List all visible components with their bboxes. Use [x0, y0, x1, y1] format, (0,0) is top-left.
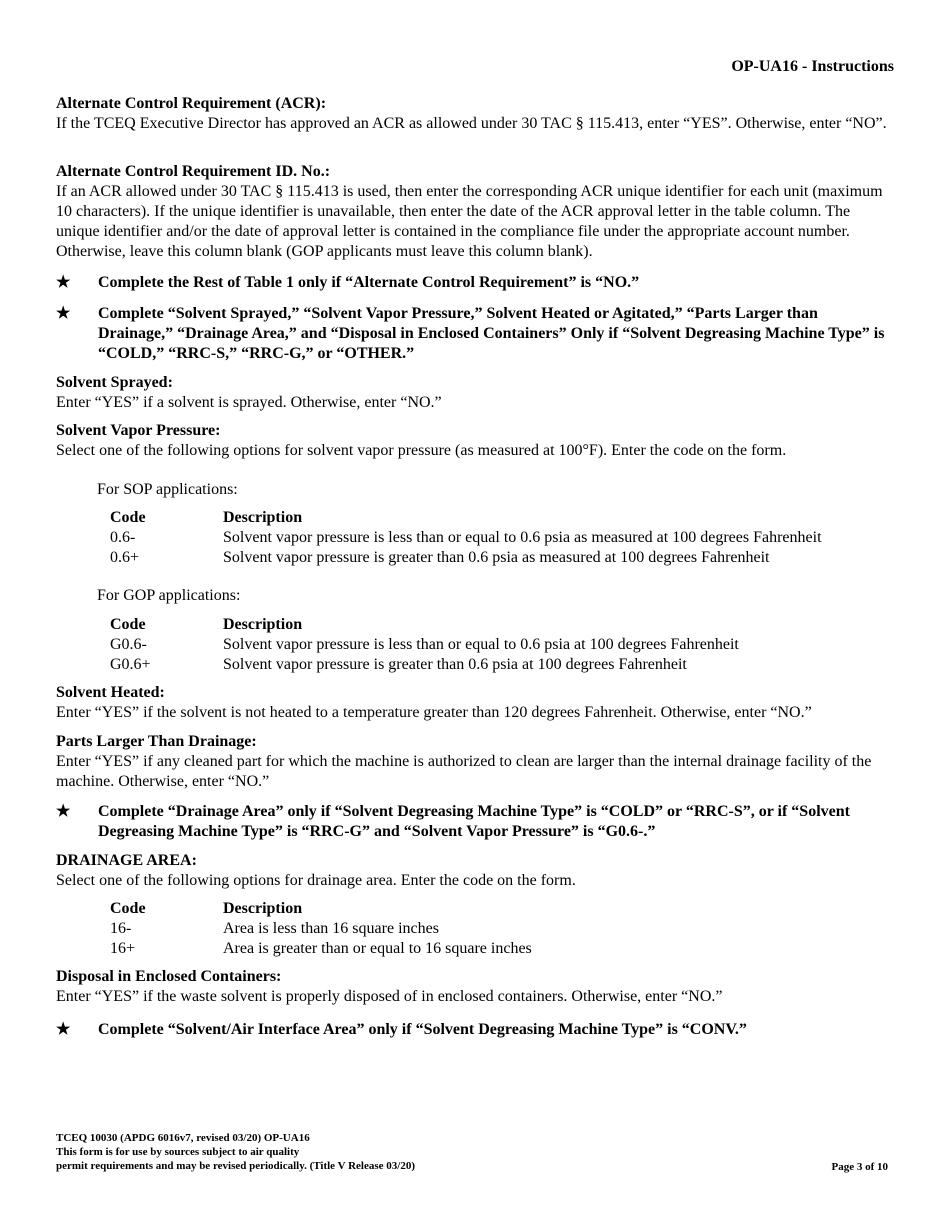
acr-heading: Alternate Control Requirement (ACR):: [56, 95, 327, 112]
table-row: [110, 939, 532, 959]
description-cell: Solvent vapor pressure is less than or equal to 0.6 psia as measured at 100 degrees Fahrenheit: [223, 529, 822, 546]
acr-section: [56, 94, 896, 134]
footer-line-1: TCEQ 10030 (APDG 6016v7, revised 03/20) OP-UA16: [56, 1132, 310, 1144]
instruction-star-3-text: Complete “Drainage Area” only if “Solvent Degreasing Machine Type” is “COLD” or “RRC-S”, or if “Solvent Degreasing Machine Type” is “RRC-G” and “Solvent Vapor Pressure” is “G0.6-.”: [98, 803, 850, 840]
solvent-sprayed-text: Enter “YES” if a solvent is sprayed. Otherwise, enter “NO.”: [56, 394, 442, 411]
drainage-code-table: [110, 899, 532, 959]
acr-id-section: [56, 162, 896, 262]
footer-line-3: permit requirements and may be revised periodically. (Title V Release 03/20): [56, 1160, 415, 1172]
drainage-area-text: Select one of the following options for drainage area. Enter the code on the form.: [56, 872, 576, 889]
sop-intro: For SOP applications:: [97, 481, 238, 498]
footer-line-2: This form is for use by sources subject to air quality: [56, 1146, 300, 1158]
instruction-star-1: [56, 273, 896, 293]
column-header-description: Description: [223, 616, 303, 633]
disposal-heading: Disposal in Enclosed Containers:: [56, 968, 282, 985]
acr-text: If the TCEQ Executive Director has approved an ACR as allowed under 30 TAC § 115.413, enter “YES”. Otherwise, enter “NO”.: [56, 115, 887, 132]
table-row: [110, 919, 532, 939]
acr-id-heading: Alternate Control Requirement ID. No.:: [56, 163, 331, 180]
table-row: [110, 635, 739, 655]
code-cell: 0.6+: [110, 549, 140, 566]
table-row: [110, 655, 739, 675]
solvent-heated-section: [56, 683, 896, 723]
solvent-sprayed-heading: Solvent Sprayed:: [56, 374, 173, 391]
column-header-description: Description: [223, 509, 303, 526]
page-header-title: OP-UA16 - Instructions: [731, 58, 894, 75]
code-cell: 16-: [110, 920, 132, 937]
description-cell: Area is less than 16 square inches: [223, 920, 439, 937]
instruction-star-4-text: Complete “Solvent/Air Interface Area” only if “Solvent Degreasing Machine Type” is “CONV.”: [98, 1021, 747, 1038]
solvent-sprayed-section: [56, 373, 896, 413]
solvent-heated-heading: Solvent Heated:: [56, 684, 165, 701]
instruction-star-4: [56, 1020, 896, 1040]
code-cell: 0.6-: [110, 529, 136, 546]
instruction-star-2: [56, 304, 896, 364]
star-icon: ★: [56, 305, 71, 322]
code-cell: G0.6+: [110, 656, 151, 673]
footer-form-info: [56, 1131, 415, 1173]
drainage-area-section: [56, 851, 896, 891]
parts-larger-heading: Parts Larger Than Drainage:: [56, 733, 257, 750]
star-icon: ★: [56, 274, 71, 291]
column-header-code: Code: [110, 616, 146, 633]
table-row: [110, 528, 822, 548]
sop-code-table: [110, 508, 822, 568]
instruction-star-1-text: Complete the Rest of Table 1 only if “Alternate Control Requirement” is “NO.”: [98, 274, 640, 291]
acr-id-text: If an ACR allowed under 30 TAC § 115.413 is used, then enter the corresponding ACR unique identifier for each unit (maximum 10 characters). If the unique identifier is unavailable, then enter the date of the ACR approval letter in the table column. The unique identifier and/or the date of approval letter is contained in the compliance file under the appropriate account number. Otherwise, leave this column blank (GOP applicants must leave this column blank).: [56, 183, 883, 260]
description-cell: Solvent vapor pressure is greater than 0.6 psia at 100 degrees Fahrenheit: [223, 656, 687, 673]
solvent-heated-text: Enter “YES” if the solvent is not heated to a temperature greater than 120 degrees Fahrenheit. Otherwise, enter “NO.”: [56, 704, 812, 721]
column-header-code: Code: [110, 900, 146, 917]
disposal-text: Enter “YES” if the waste solvent is properly disposed of in enclosed containers. Otherwise, enter “NO.”: [56, 988, 723, 1005]
table-row: [110, 548, 822, 568]
page-number: Page 3 of 10: [831, 1161, 888, 1173]
disposal-section: [56, 967, 896, 1007]
vapor-pressure-text: Select one of the following options for solvent vapor pressure (as measured at 100°F). Enter the code on the form.: [56, 442, 787, 459]
instruction-star-2-text: Complete “Solvent Sprayed,” “Solvent Vapor Pressure,” Solvent Heated or Agitated,” “Parts Larger than Drainage,” “Drainage Area,” and “Disposal in Enclosed Containers” Only if “Solvent Degreasing Machine Type” is “COLD,” “RRC-S,” “RRC-G,” or “OTHER.”: [98, 305, 885, 362]
column-header-code: Code: [110, 509, 146, 526]
drainage-area-heading: DRAINAGE AREA:: [56, 852, 197, 869]
code-cell: G0.6-: [110, 636, 147, 653]
description-cell: Solvent vapor pressure is less than or equal to 0.6 psia at 100 degrees Fahrenheit: [223, 636, 739, 653]
code-cell: 16+: [110, 940, 136, 957]
column-header-description: Description: [223, 900, 303, 917]
star-icon: ★: [56, 1021, 71, 1038]
description-cell: Area is greater than or equal to 16 square inches: [223, 940, 532, 957]
gop-intro: For GOP applications:: [97, 587, 241, 604]
gop-code-table: [110, 615, 739, 675]
star-icon: ★: [56, 803, 71, 820]
vapor-pressure-section: [56, 421, 896, 461]
parts-larger-text: Enter “YES” if any cleaned part for which the machine is authorized to clean are larger than the internal drainage facility of the machine. Otherwise, enter “NO.”: [56, 753, 872, 790]
description-cell: Solvent vapor pressure is greater than 0.6 psia as measured at 100 degrees Fahrenheit: [223, 549, 770, 566]
vapor-pressure-heading: Solvent Vapor Pressure:: [56, 422, 221, 439]
parts-larger-section: [56, 732, 896, 792]
instruction-star-3: [56, 802, 896, 842]
